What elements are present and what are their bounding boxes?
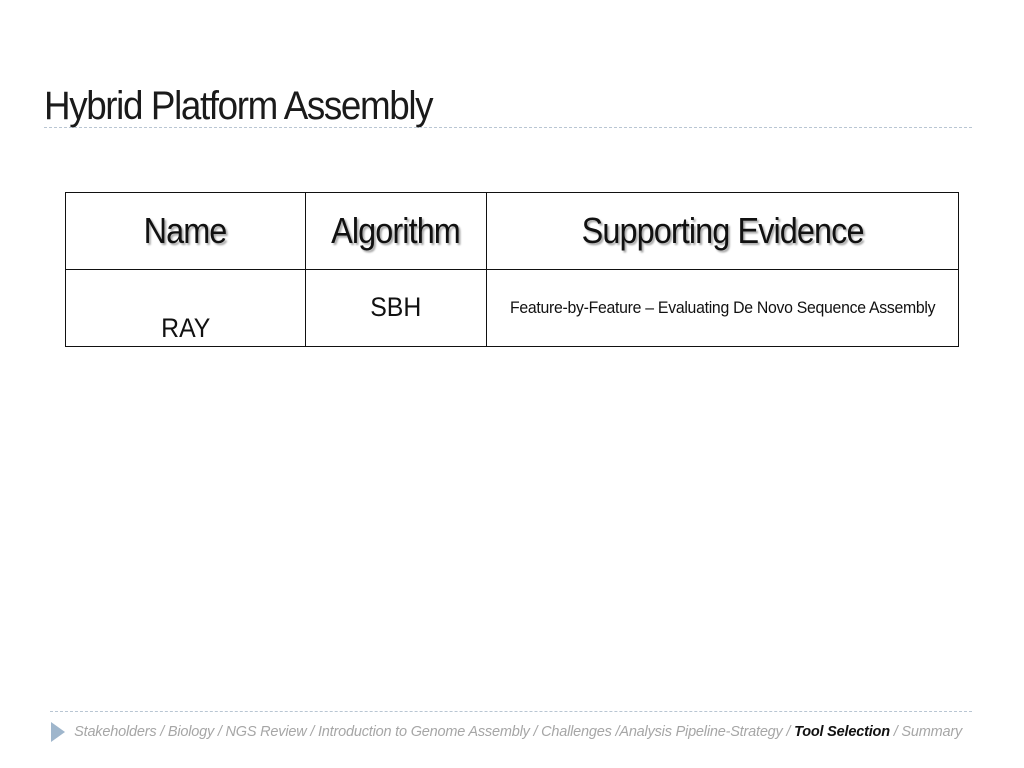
cell-supporting-evidence: Feature-by-Feature – Evaluating De Novo Sequence Assembly [487, 270, 959, 347]
cell-algorithm: SBH [306, 270, 487, 347]
page-title: Hybrid Platform Assembly [44, 84, 433, 128]
table-header-row [66, 193, 959, 270]
triangle-right-icon [51, 722, 65, 742]
footer-divider [50, 711, 972, 712]
breadcrumb-next: / Summary [893, 724, 962, 740]
column-header-supporting-evidence: Supporting Evidence [487, 193, 959, 270]
breadcrumb-path: Stakeholders / Biology / NGS Review / Introduction to Genome Assembly / Challenges /Analysis Pipeline-Strategy / [74, 724, 791, 740]
breadcrumb [74, 724, 962, 740]
tool-table [65, 192, 959, 347]
breadcrumb-current: Tool Selection [794, 724, 890, 740]
table-row [66, 270, 959, 347]
cell-name: RAY [66, 270, 306, 347]
column-header-algorithm: Algorithm [306, 193, 487, 270]
column-header-name: Name [66, 193, 306, 270]
title-divider [44, 127, 972, 128]
